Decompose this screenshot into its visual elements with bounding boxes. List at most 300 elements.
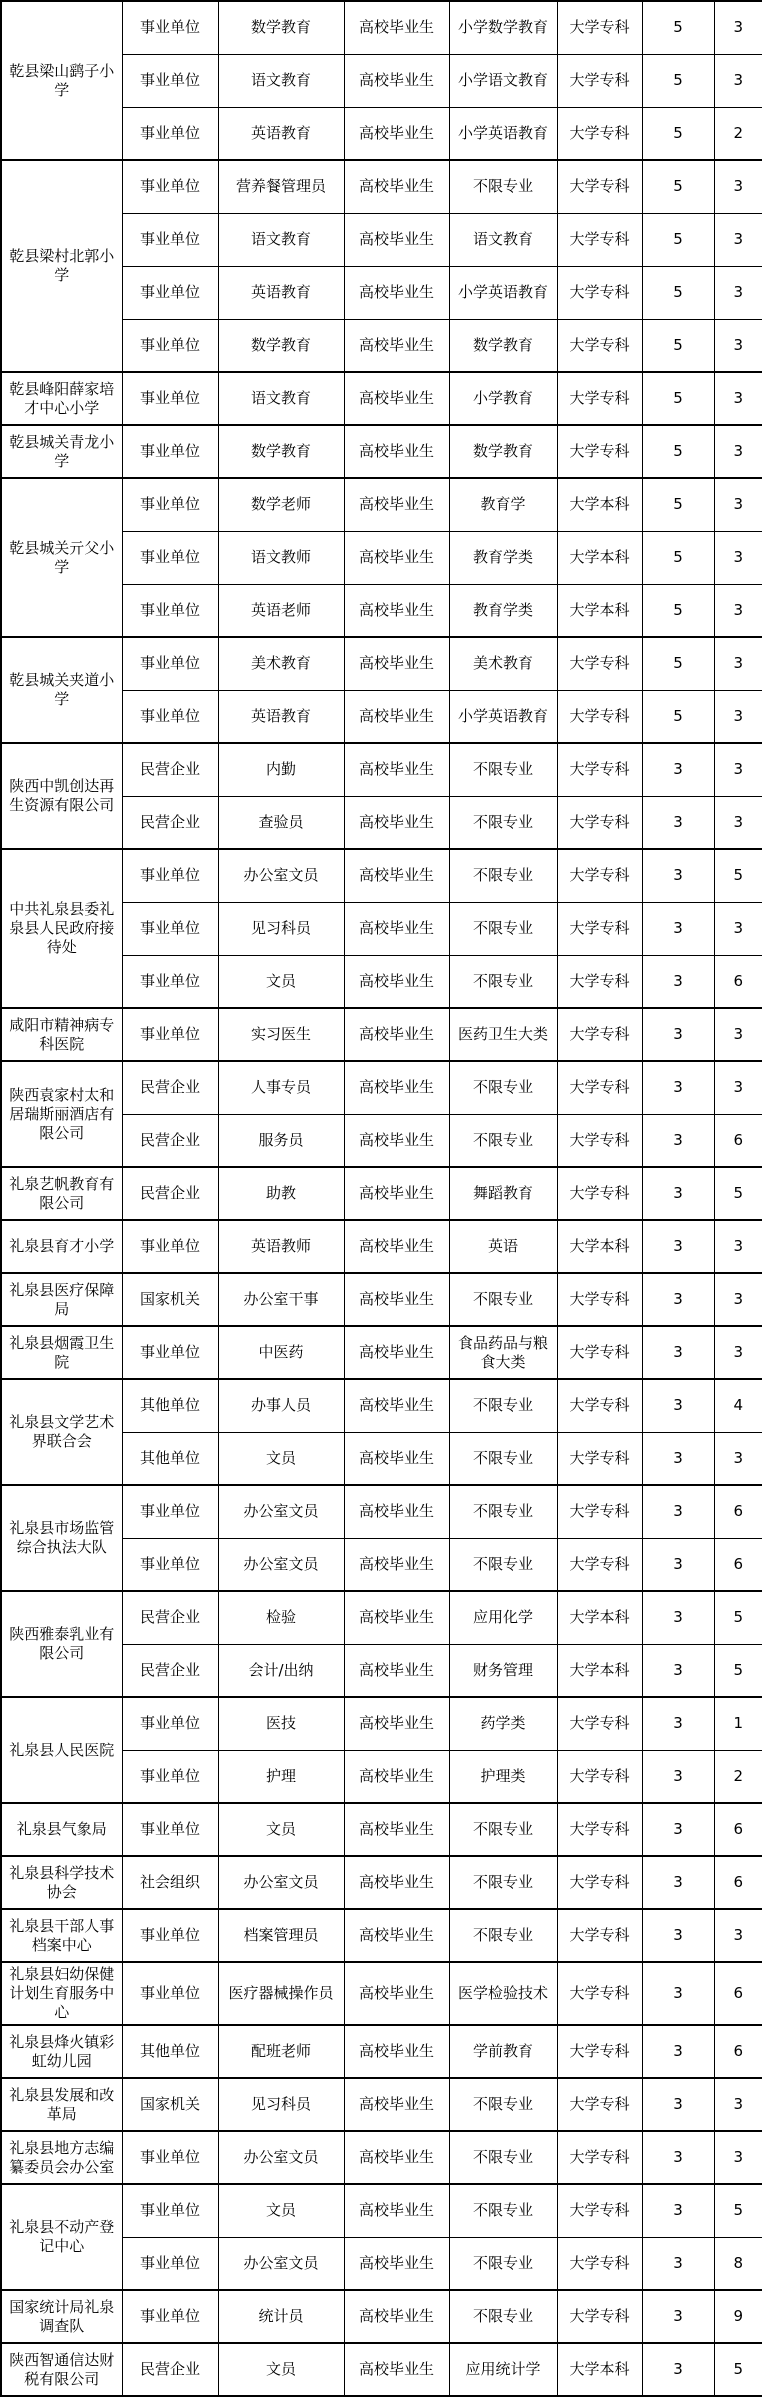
count-a-cell: 3 [642, 1856, 714, 1909]
count-b-cell: 3 [714, 319, 762, 372]
education-cell: 大学本科 [557, 1644, 642, 1697]
recruit-target-cell: 高校毕业生 [344, 955, 449, 1008]
major-cell: 财务管理 [449, 1644, 557, 1697]
count-a-cell: 3 [642, 1379, 714, 1432]
table-row [1, 1, 762, 54]
count-b-cell: 3 [714, 160, 762, 213]
recruit-target-cell: 高校毕业生 [344, 690, 449, 743]
count-b-cell: 6 [714, 1856, 762, 1909]
recruit-target-cell: 高校毕业生 [344, 1803, 449, 1856]
unit-type-cell: 事业单位 [122, 1697, 218, 1750]
org-name-cell: 陕西中凯创达再生资源有限公司 [1, 743, 122, 849]
count-a-cell: 3 [642, 1167, 714, 1220]
count-a-cell: 3 [642, 1591, 714, 1644]
org-name-cell: 陕西雅泰乳业有限公司 [1, 1591, 122, 1697]
count-b-cell: 3 [714, 478, 762, 531]
major-cell: 医药卫生大类 [449, 1008, 557, 1061]
education-cell: 大学专科 [557, 54, 642, 107]
education-cell: 大学专科 [557, 1326, 642, 1379]
count-a-cell: 3 [642, 1008, 714, 1061]
count-b-cell: 3 [714, 796, 762, 849]
org-name-cell: 礼泉艺帆教育有限公司 [1, 1167, 122, 1220]
count-a-cell: 3 [642, 955, 714, 1008]
unit-type-cell: 社会组织 [122, 1856, 218, 1909]
major-cell: 不限专业 [449, 1061, 557, 1114]
count-a-cell: 3 [642, 1273, 714, 1326]
count-a-cell: 5 [642, 107, 714, 160]
major-cell: 小学教育 [449, 372, 557, 425]
position-cell: 助教 [218, 1167, 344, 1220]
position-cell: 营养餐管理员 [218, 160, 344, 213]
count-a-cell: 5 [642, 319, 714, 372]
count-b-cell: 3 [714, 1909, 762, 1962]
count-a-cell: 5 [642, 1, 714, 54]
count-b-cell: 1 [714, 1697, 762, 1750]
education-cell: 大学专科 [557, 266, 642, 319]
recruit-target-cell: 高校毕业生 [344, 902, 449, 955]
table-row [1, 478, 762, 531]
education-cell: 大学专科 [557, 1273, 642, 1326]
org-name-cell: 中共礼泉县委礼泉县人民政府接待处 [1, 849, 122, 1008]
education-cell: 大学专科 [557, 213, 642, 266]
education-cell: 大学专科 [557, 1, 642, 54]
count-a-cell: 3 [642, 1061, 714, 1114]
count-b-cell: 3 [714, 584, 762, 637]
unit-type-cell: 其他单位 [122, 2025, 218, 2078]
table-row [1, 2343, 762, 2396]
major-cell: 不限专业 [449, 902, 557, 955]
unit-type-cell: 事业单位 [122, 955, 218, 1008]
education-cell: 大学本科 [557, 478, 642, 531]
recruit-target-cell: 高校毕业生 [344, 1856, 449, 1909]
education-cell: 大学专科 [557, 690, 642, 743]
count-b-cell: 2 [714, 107, 762, 160]
table-row [1, 1220, 762, 1273]
count-a-cell: 5 [642, 478, 714, 531]
major-cell: 舞蹈教育 [449, 1167, 557, 1220]
count-b-cell: 3 [714, 425, 762, 478]
org-name-cell: 礼泉县妇幼保健计划生育服务中心 [1, 1962, 122, 2025]
unit-type-cell: 事业单位 [122, 160, 218, 213]
education-cell: 大学专科 [557, 1697, 642, 1750]
unit-type-cell: 事业单位 [122, 425, 218, 478]
org-name-cell: 礼泉县地方志编纂委员会办公室 [1, 2131, 122, 2184]
count-a-cell: 3 [642, 1485, 714, 1538]
org-name-cell: 礼泉县不动产登记中心 [1, 2184, 122, 2290]
count-b-cell: 2 [714, 1750, 762, 1803]
count-b-cell: 3 [714, 690, 762, 743]
recruit-target-cell: 高校毕业生 [344, 1, 449, 54]
position-cell: 人事专员 [218, 1061, 344, 1114]
education-cell: 大学专科 [557, 902, 642, 955]
position-cell: 办公室文员 [218, 2131, 344, 2184]
recruit-target-cell: 高校毕业生 [344, 1750, 449, 1803]
recruit-target-cell: 高校毕业生 [344, 1538, 449, 1591]
count-a-cell: 3 [642, 1432, 714, 1485]
position-cell: 数学教育 [218, 319, 344, 372]
major-cell: 小学数学教育 [449, 1, 557, 54]
position-cell: 查验员 [218, 796, 344, 849]
education-cell: 大学专科 [557, 2131, 642, 2184]
position-cell: 检验 [218, 1591, 344, 1644]
education-cell: 大学专科 [557, 1379, 642, 1432]
recruit-target-cell: 高校毕业生 [344, 2078, 449, 2131]
count-a-cell: 3 [642, 2078, 714, 2131]
major-cell: 英语 [449, 1220, 557, 1273]
education-cell: 大学专科 [557, 1962, 642, 2025]
count-a-cell: 3 [642, 1114, 714, 1167]
count-b-cell: 3 [714, 54, 762, 107]
recruit-target-cell: 高校毕业生 [344, 107, 449, 160]
unit-type-cell: 民营企业 [122, 2343, 218, 2396]
recruit-target-cell: 高校毕业生 [344, 319, 449, 372]
org-name-cell: 礼泉县人民医院 [1, 1697, 122, 1803]
major-cell: 不限专业 [449, 1432, 557, 1485]
major-cell: 护理类 [449, 1750, 557, 1803]
unit-type-cell: 事业单位 [122, 2237, 218, 2290]
recruit-target-cell: 高校毕业生 [344, 213, 449, 266]
count-b-cell: 3 [714, 1008, 762, 1061]
count-b-cell: 6 [714, 2025, 762, 2078]
unit-type-cell: 事业单位 [122, 54, 218, 107]
table-row [1, 1379, 762, 1432]
org-name-cell: 礼泉县烟霞卫生院 [1, 1326, 122, 1379]
count-b-cell: 5 [714, 1644, 762, 1697]
org-name-cell: 礼泉县干部人事档案中心 [1, 1909, 122, 1962]
unit-type-cell: 事业单位 [122, 319, 218, 372]
count-b-cell: 5 [714, 1167, 762, 1220]
count-b-cell: 6 [714, 1538, 762, 1591]
education-cell: 大学专科 [557, 2184, 642, 2237]
recruit-target-cell: 高校毕业生 [344, 478, 449, 531]
table-row [1, 1697, 762, 1750]
recruit-target-cell: 高校毕业生 [344, 1273, 449, 1326]
count-b-cell: 5 [714, 1591, 762, 1644]
org-name-cell: 礼泉县气象局 [1, 1803, 122, 1856]
unit-type-cell: 民营企业 [122, 1167, 218, 1220]
count-a-cell: 3 [642, 1909, 714, 1962]
major-cell: 小学英语教育 [449, 266, 557, 319]
org-name-cell: 礼泉县育才小学 [1, 1220, 122, 1273]
unit-type-cell: 其他单位 [122, 1379, 218, 1432]
count-a-cell: 3 [642, 2184, 714, 2237]
position-cell: 内勤 [218, 743, 344, 796]
count-b-cell: 5 [714, 849, 762, 902]
education-cell: 大学专科 [557, 955, 642, 1008]
recruit-target-cell: 高校毕业生 [344, 1114, 449, 1167]
count-b-cell: 8 [714, 2237, 762, 2290]
position-cell: 文员 [218, 1803, 344, 1856]
recruit-target-cell: 高校毕业生 [344, 584, 449, 637]
table-row [1, 160, 762, 213]
recruit-target-cell: 高校毕业生 [344, 2131, 449, 2184]
table-row [1, 1803, 762, 1856]
position-cell: 统计员 [218, 2290, 344, 2343]
count-a-cell: 5 [642, 637, 714, 690]
position-cell: 文员 [218, 2184, 344, 2237]
education-cell: 大学本科 [557, 531, 642, 584]
education-cell: 大学专科 [557, 1909, 642, 1962]
count-a-cell: 3 [642, 2131, 714, 2184]
recruit-target-cell: 高校毕业生 [344, 1697, 449, 1750]
unit-type-cell: 民营企业 [122, 1644, 218, 1697]
count-a-cell: 3 [642, 1750, 714, 1803]
major-cell: 学前教育 [449, 2025, 557, 2078]
position-cell: 语文教育 [218, 372, 344, 425]
count-b-cell: 3 [714, 1273, 762, 1326]
education-cell: 大学专科 [557, 1803, 642, 1856]
education-cell: 大学专科 [557, 160, 642, 213]
major-cell: 药学类 [449, 1697, 557, 1750]
table-row [1, 1008, 762, 1061]
count-b-cell: 5 [714, 2343, 762, 2396]
major-cell: 小学英语教育 [449, 107, 557, 160]
count-b-cell: 3 [714, 2131, 762, 2184]
unit-type-cell: 事业单位 [122, 1220, 218, 1273]
unit-type-cell: 事业单位 [122, 1326, 218, 1379]
count-b-cell: 3 [714, 213, 762, 266]
recruit-target-cell: 高校毕业生 [344, 2025, 449, 2078]
education-cell: 大学专科 [557, 637, 642, 690]
table-row [1, 1273, 762, 1326]
education-cell: 大学专科 [557, 743, 642, 796]
education-cell: 大学专科 [557, 2290, 642, 2343]
table-row [1, 637, 762, 690]
unit-type-cell: 事业单位 [122, 1485, 218, 1538]
table-row [1, 2078, 762, 2131]
major-cell: 不限专业 [449, 1803, 557, 1856]
education-cell: 大学专科 [557, 1114, 642, 1167]
count-b-cell: 3 [714, 637, 762, 690]
education-cell: 大学专科 [557, 1167, 642, 1220]
count-b-cell: 3 [714, 1220, 762, 1273]
major-cell: 食品药品与粮食大类 [449, 1326, 557, 1379]
unit-type-cell: 其他单位 [122, 1432, 218, 1485]
education-cell: 大学专科 [557, 796, 642, 849]
org-name-cell: 礼泉县发展和改革局 [1, 2078, 122, 2131]
unit-type-cell: 事业单位 [122, 478, 218, 531]
education-cell: 大学本科 [557, 584, 642, 637]
table-row [1, 2131, 762, 2184]
unit-type-cell: 事业单位 [122, 213, 218, 266]
table-row [1, 425, 762, 478]
table-row [1, 1909, 762, 1962]
table-row [1, 1962, 762, 2025]
count-a-cell: 5 [642, 54, 714, 107]
major-cell: 教育学类 [449, 584, 557, 637]
unit-type-cell: 事业单位 [122, 1803, 218, 1856]
unit-type-cell: 事业单位 [122, 902, 218, 955]
count-b-cell: 6 [714, 955, 762, 1008]
major-cell: 不限专业 [449, 955, 557, 1008]
count-b-cell: 3 [714, 1061, 762, 1114]
recruit-target-cell: 高校毕业生 [344, 637, 449, 690]
unit-type-cell: 事业单位 [122, 2131, 218, 2184]
count-a-cell: 3 [642, 2025, 714, 2078]
position-cell: 英语教育 [218, 107, 344, 160]
education-cell: 大学专科 [557, 1485, 642, 1538]
position-cell: 档案管理员 [218, 1909, 344, 1962]
major-cell: 小学语文教育 [449, 54, 557, 107]
recruit-target-cell: 高校毕业生 [344, 1962, 449, 2025]
recruit-target-cell: 高校毕业生 [344, 1909, 449, 1962]
recruit-target-cell: 高校毕业生 [344, 372, 449, 425]
education-cell: 大学专科 [557, 1061, 642, 1114]
recruit-target-cell: 高校毕业生 [344, 1485, 449, 1538]
position-cell: 文员 [218, 1432, 344, 1485]
org-name-cell: 礼泉县市场监管综合执法大队 [1, 1485, 122, 1591]
count-a-cell: 3 [642, 1697, 714, 1750]
unit-type-cell: 事业单位 [122, 372, 218, 425]
count-b-cell: 3 [714, 1, 762, 54]
unit-type-cell: 事业单位 [122, 2184, 218, 2237]
education-cell: 大学专科 [557, 107, 642, 160]
count-b-cell: 6 [714, 1962, 762, 2025]
unit-type-cell: 国家机关 [122, 1273, 218, 1326]
table-row [1, 849, 762, 902]
recruit-target-cell: 高校毕业生 [344, 54, 449, 107]
major-cell: 不限专业 [449, 1485, 557, 1538]
count-a-cell: 3 [642, 2343, 714, 2396]
table-row [1, 1061, 762, 1114]
recruit-target-cell: 高校毕业生 [344, 1167, 449, 1220]
count-a-cell: 5 [642, 690, 714, 743]
count-a-cell: 5 [642, 372, 714, 425]
education-cell: 大学本科 [557, 1591, 642, 1644]
count-a-cell: 5 [642, 425, 714, 478]
major-cell: 不限专业 [449, 1909, 557, 1962]
unit-type-cell: 事业单位 [122, 1538, 218, 1591]
education-cell: 大学专科 [557, 2078, 642, 2131]
org-name-cell: 乾县城关夹道小学 [1, 637, 122, 743]
major-cell: 不限专业 [449, 1273, 557, 1326]
recruit-target-cell: 高校毕业生 [344, 425, 449, 478]
count-b-cell: 3 [714, 372, 762, 425]
table-row [1, 2184, 762, 2237]
unit-type-cell: 事业单位 [122, 1909, 218, 1962]
position-cell: 英语教育 [218, 690, 344, 743]
major-cell: 不限专业 [449, 796, 557, 849]
recruit-target-cell: 高校毕业生 [344, 2237, 449, 2290]
table-row [1, 1326, 762, 1379]
major-cell: 教育学类 [449, 531, 557, 584]
major-cell: 美术教育 [449, 637, 557, 690]
major-cell: 数学教育 [449, 319, 557, 372]
major-cell: 语文教育 [449, 213, 557, 266]
unit-type-cell: 事业单位 [122, 584, 218, 637]
table-row [1, 1856, 762, 1909]
education-cell: 大学专科 [557, 849, 642, 902]
position-cell: 数学教育 [218, 425, 344, 478]
count-a-cell: 5 [642, 160, 714, 213]
count-a-cell: 3 [642, 1644, 714, 1697]
count-a-cell: 3 [642, 849, 714, 902]
org-name-cell: 陕西袁家村太和居瑞斯丽酒店有限公司 [1, 1061, 122, 1167]
count-a-cell: 3 [642, 1803, 714, 1856]
count-a-cell: 3 [642, 1962, 714, 2025]
position-cell: 语文教育 [218, 54, 344, 107]
org-name-cell: 乾县峰阳薛家培才中心小学 [1, 372, 122, 425]
org-name-cell: 礼泉县医疗保障局 [1, 1273, 122, 1326]
position-cell: 医疗器械操作员 [218, 1962, 344, 2025]
count-b-cell: 6 [714, 1803, 762, 1856]
position-cell: 配班老师 [218, 2025, 344, 2078]
org-name-cell: 咸阳市精神病专科医院 [1, 1008, 122, 1061]
position-cell: 美术教育 [218, 637, 344, 690]
count-b-cell: 6 [714, 1485, 762, 1538]
count-b-cell: 3 [714, 1326, 762, 1379]
position-cell: 英语老师 [218, 584, 344, 637]
education-cell: 大学专科 [557, 425, 642, 478]
count-b-cell: 3 [714, 531, 762, 584]
position-cell: 办公室文员 [218, 1485, 344, 1538]
recruit-target-cell: 高校毕业生 [344, 1591, 449, 1644]
count-b-cell: 5 [714, 2184, 762, 2237]
unit-type-cell: 民营企业 [122, 796, 218, 849]
position-cell: 英语教育 [218, 266, 344, 319]
count-b-cell: 4 [714, 1379, 762, 1432]
major-cell: 不限专业 [449, 1856, 557, 1909]
count-a-cell: 3 [642, 1326, 714, 1379]
unit-type-cell: 事业单位 [122, 266, 218, 319]
position-cell: 语文教育 [218, 213, 344, 266]
major-cell: 不限专业 [449, 2184, 557, 2237]
unit-type-cell: 事业单位 [122, 849, 218, 902]
major-cell: 不限专业 [449, 1538, 557, 1591]
education-cell: 大学专科 [557, 1432, 642, 1485]
education-cell: 大学专科 [557, 2237, 642, 2290]
table-row [1, 2290, 762, 2343]
recruit-target-cell: 高校毕业生 [344, 266, 449, 319]
education-cell: 大学专科 [557, 1008, 642, 1061]
position-cell: 实习医生 [218, 1008, 344, 1061]
education-cell: 大学专科 [557, 1856, 642, 1909]
education-cell: 大学专科 [557, 372, 642, 425]
major-cell: 不限专业 [449, 160, 557, 213]
position-cell: 文员 [218, 955, 344, 1008]
table-row [1, 1167, 762, 1220]
org-name-cell: 国家统计局礼泉调查队 [1, 2290, 122, 2343]
count-a-cell: 5 [642, 584, 714, 637]
major-cell: 教育学 [449, 478, 557, 531]
recruit-target-cell: 高校毕业生 [344, 160, 449, 213]
major-cell: 小学英语教育 [449, 690, 557, 743]
count-a-cell: 3 [642, 1220, 714, 1273]
unit-type-cell: 民营企业 [122, 1061, 218, 1114]
recruit-target-cell: 高校毕业生 [344, 1220, 449, 1273]
count-b-cell: 3 [714, 902, 762, 955]
unit-type-cell: 事业单位 [122, 637, 218, 690]
org-name-cell: 乾县梁山鹞子小学 [1, 1, 122, 160]
count-b-cell: 3 [714, 1432, 762, 1485]
count-b-cell: 6 [714, 1114, 762, 1167]
recruit-target-cell: 高校毕业生 [344, 1379, 449, 1432]
count-b-cell: 3 [714, 2078, 762, 2131]
unit-type-cell: 民营企业 [122, 1591, 218, 1644]
major-cell: 不限专业 [449, 1114, 557, 1167]
count-a-cell: 3 [642, 902, 714, 955]
unit-type-cell: 事业单位 [122, 2290, 218, 2343]
table-row [1, 372, 762, 425]
major-cell: 医学检验技术 [449, 1962, 557, 2025]
org-name-cell: 乾县梁村北郭小学 [1, 160, 122, 372]
unit-type-cell: 国家机关 [122, 2078, 218, 2131]
count-a-cell: 5 [642, 213, 714, 266]
count-a-cell: 3 [642, 2290, 714, 2343]
count-b-cell: 9 [714, 2290, 762, 2343]
position-cell: 办事人员 [218, 1379, 344, 1432]
position-cell: 中医药 [218, 1326, 344, 1379]
